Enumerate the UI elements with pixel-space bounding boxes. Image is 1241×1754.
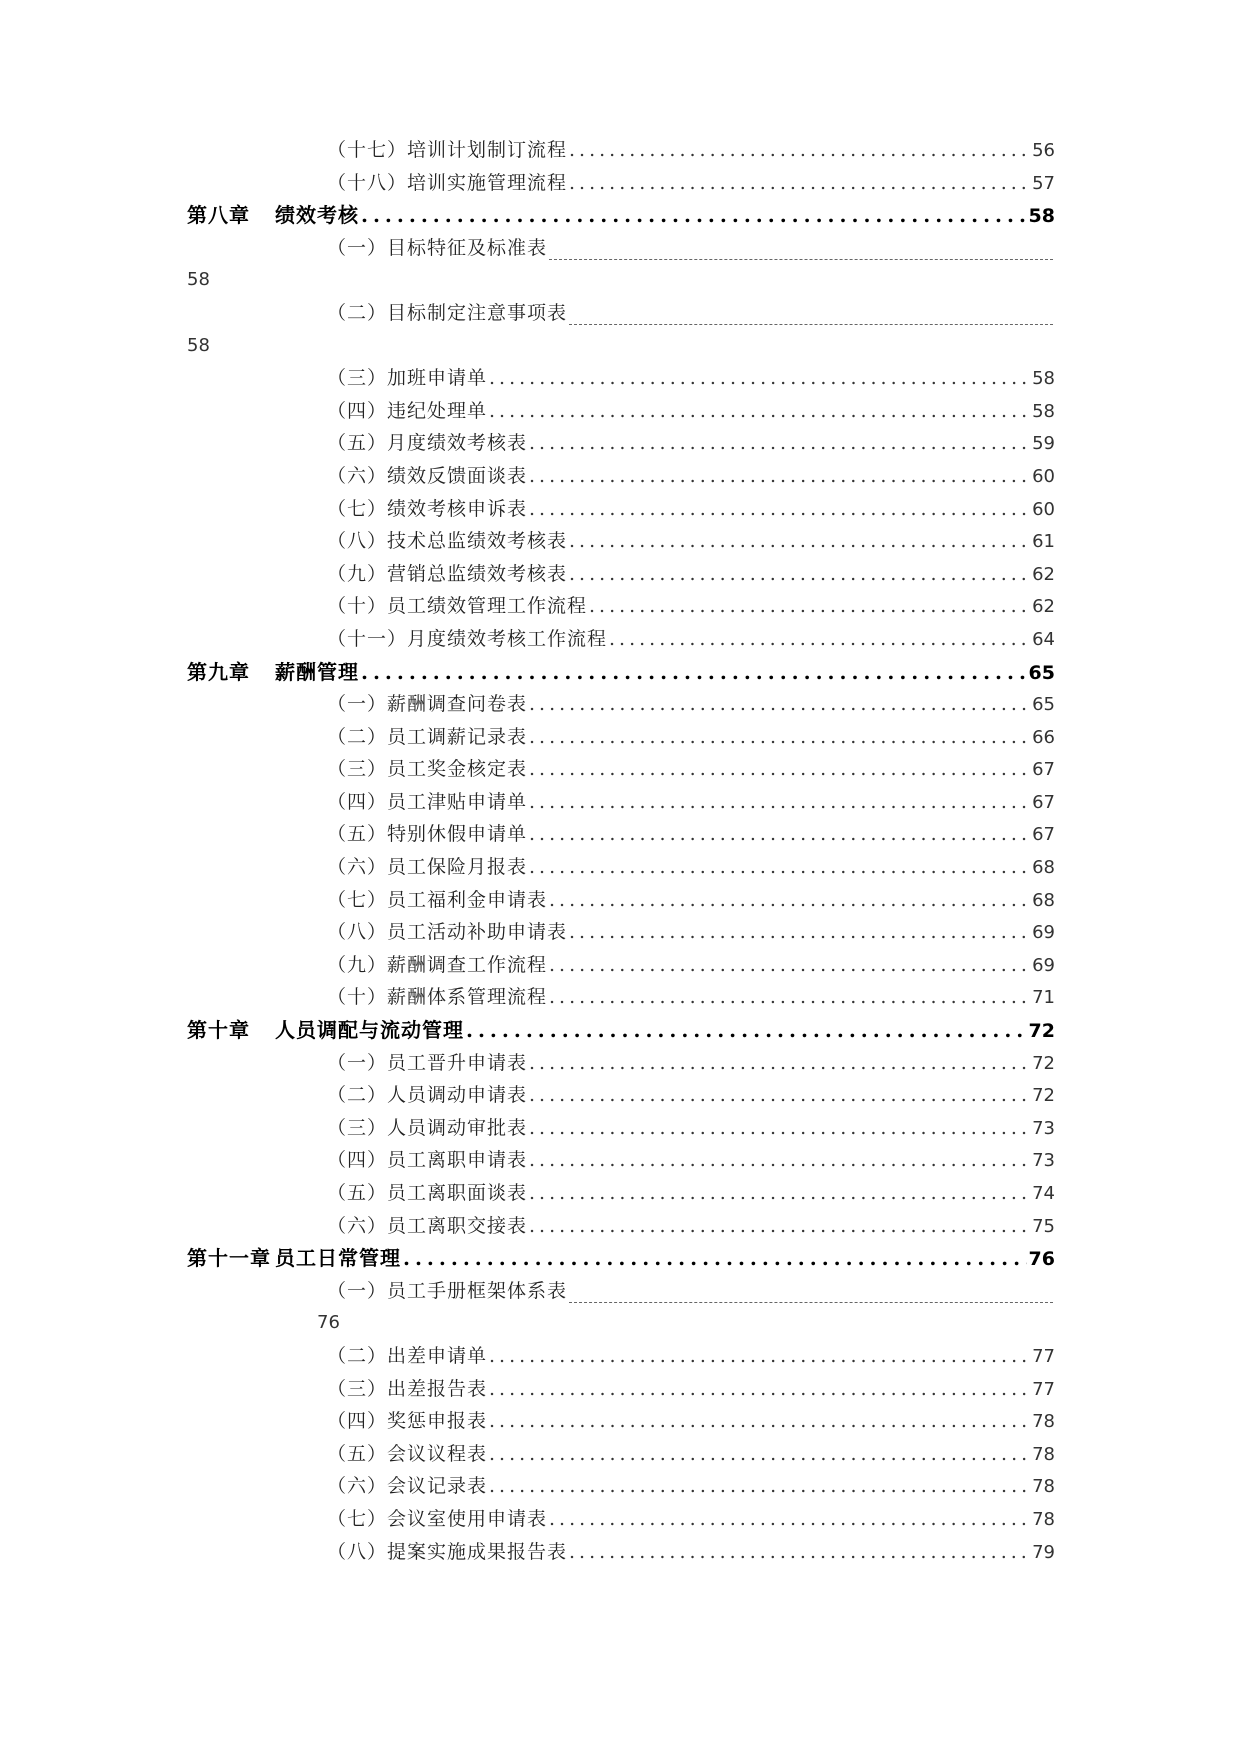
chapter-label (187, 1014, 464, 1047)
toc-entry[interactable] (0, 427, 1241, 460)
toc-entry[interactable] (0, 1536, 1241, 1569)
entry-title: （十）员工绩效管理工作流程 (327, 595, 588, 618)
chapter-number: 第十一章 (187, 1246, 271, 1271)
entry-title: （四）奖惩申报表 (327, 1410, 488, 1433)
toc-entry[interactable] (0, 558, 1241, 591)
dot-leader (549, 884, 1030, 917)
entry-title: （五）特别休假申请单 (327, 823, 528, 846)
entry-title: （十七）培训计划制订流程 (327, 139, 568, 161)
toc-entry[interactable] (0, 493, 1241, 526)
page-number: 73 (1032, 1117, 1055, 1139)
toc-entry[interactable] (0, 851, 1241, 884)
page-number: 77 (1032, 1345, 1055, 1367)
page-number: 68 (1032, 857, 1055, 879)
page-number: 72 (1032, 1052, 1055, 1074)
entry-title: （四）员工津贴申请单 (327, 790, 528, 813)
entry-title: （八）技术总监绩效考核表 (327, 530, 568, 553)
page-number: 65 (1032, 694, 1055, 716)
toc-entry[interactable] (0, 721, 1241, 754)
dot-leader (529, 427, 1030, 460)
page-number: 69 (1032, 922, 1055, 944)
entry-title: （三）员工奖金核定表 (327, 758, 528, 781)
page-number: 60 (1032, 465, 1055, 487)
page-number: 67 (1032, 759, 1055, 781)
toc-entry[interactable] (0, 1144, 1241, 1177)
dot-leader (529, 818, 1030, 851)
entry-title: （二）人员调动申请表 (327, 1084, 528, 1107)
page-number: 78 (1032, 1411, 1055, 1433)
toc-entry[interactable] (0, 525, 1241, 558)
toc-chapter-heading[interactable] (0, 199, 1241, 232)
entry-title: （二）员工调薪记录表 (327, 725, 528, 748)
entry-title: （四）违纪处理单 (327, 399, 488, 422)
dot-leader (529, 688, 1030, 721)
toc-entry[interactable] (0, 1470, 1241, 1503)
toc-entry[interactable] (0, 1112, 1241, 1145)
toc-entry[interactable] (0, 916, 1241, 949)
toc-entry-page-continuation (0, 330, 1241, 363)
page-number: 56 (1032, 140, 1055, 161)
dot-leader (609, 623, 1030, 656)
toc-entry[interactable] (0, 395, 1241, 428)
toc-entry[interactable] (0, 362, 1241, 395)
entry-title: （二）出差申请单 (327, 1344, 488, 1367)
toc-entry[interactable] (0, 884, 1241, 917)
toc-entry[interactable] (0, 232, 1241, 265)
entry-title: （一）薪酬调查问卷表 (327, 693, 528, 716)
page-number: 76 (317, 1312, 340, 1334)
entry-title: （六）员工离职交接表 (327, 1214, 528, 1237)
entry-title: （十一）月度绩效考核工作流程 (327, 627, 608, 650)
entry-title: （七）会议室使用申请表 (327, 1507, 548, 1530)
page-number: 78 (1032, 1508, 1055, 1530)
dot-leader (489, 1340, 1030, 1373)
dot-leader (466, 1014, 1027, 1047)
dot-leader (489, 1373, 1030, 1406)
page-number: 65 (1028, 661, 1055, 684)
chapter-label (187, 1242, 401, 1275)
dot-leader (529, 1177, 1030, 1210)
page-number: 64 (1032, 628, 1055, 650)
page-number: 58 (187, 269, 210, 291)
page-number: 75 (1032, 1215, 1055, 1237)
entry-title: （六）员工保险月报表 (327, 856, 528, 879)
toc-entry[interactable] (0, 167, 1241, 200)
entry-title: （一）目标特征及标准表 (327, 236, 548, 259)
page-number: 72 (1028, 1020, 1055, 1043)
toc-entry[interactable] (0, 818, 1241, 851)
chapter-title: 员工日常管理 (275, 1246, 401, 1271)
page-number: 68 (1032, 889, 1055, 911)
entry-title: （五）会议议程表 (327, 1442, 488, 1465)
toc-entry-page-continuation (0, 264, 1241, 297)
chapter-label (187, 656, 359, 689)
dot-leader (489, 362, 1030, 395)
page-number: 79 (1032, 1541, 1055, 1563)
toc-chapter-heading[interactable] (0, 656, 1241, 689)
toc-entry[interactable] (0, 134, 1241, 167)
page-number: 69 (1032, 954, 1055, 976)
page-number: 73 (1032, 1150, 1055, 1172)
dot-leader (361, 656, 1027, 689)
dash-leader (569, 310, 1053, 325)
chapter-number: 第十章 (187, 1018, 250, 1043)
chapter-label (187, 199, 359, 232)
entry-title: （三）加班申请单 (327, 367, 488, 390)
toc-entry[interactable] (0, 786, 1241, 819)
toc-entry[interactable] (0, 297, 1241, 330)
entry-title: （七）员工福利金申请表 (327, 888, 548, 911)
page-number: 78 (1032, 1443, 1055, 1465)
dash-leader (569, 1288, 1053, 1303)
toc-entry[interactable] (0, 1079, 1241, 1112)
entry-title: （十）薪酬体系管理流程 (327, 986, 548, 1009)
entry-title: （六）绩效反馈面谈表 (327, 464, 528, 487)
dot-leader (569, 1536, 1030, 1569)
dot-leader (529, 1112, 1030, 1145)
entry-title: （一）员工手册框架体系表 (327, 1279, 568, 1302)
dot-leader (549, 981, 1030, 1014)
dot-leader (529, 851, 1030, 884)
entry-title: （五）员工离职面谈表 (327, 1182, 528, 1204)
dot-leader (489, 1405, 1030, 1438)
page-number: 58 (1028, 205, 1055, 228)
entry-title: （九）营销总监绩效考核表 (327, 562, 568, 585)
toc-entry[interactable] (0, 1438, 1241, 1471)
page-number: 76 (1028, 1248, 1055, 1271)
page-number: 74 (1032, 1183, 1055, 1204)
entry-title: （十八）培训实施管理流程 (327, 171, 568, 194)
dot-leader (403, 1242, 1027, 1275)
dot-leader (529, 460, 1030, 493)
toc-entry[interactable] (0, 1275, 1241, 1308)
entry-title: （七）绩效考核申诉表 (327, 497, 528, 520)
toc-entry[interactable] (0, 1210, 1241, 1243)
dot-leader (569, 558, 1030, 591)
page-number: 72 (1032, 1085, 1055, 1107)
entry-title: （一）员工晋升申请表 (327, 1051, 528, 1074)
toc-entry[interactable] (0, 590, 1241, 623)
page-number: 67 (1032, 791, 1055, 813)
dot-leader (589, 590, 1030, 623)
chapter-number: 第九章 (187, 659, 250, 684)
chapter-number: 第八章 (187, 203, 250, 228)
toc-entry[interactable] (0, 1373, 1241, 1406)
page-number: 58 (187, 334, 210, 356)
chapter-title: 绩效考核 (275, 203, 359, 228)
dot-leader (529, 753, 1030, 786)
dot-leader (529, 1047, 1030, 1080)
dot-leader (569, 134, 1030, 167)
dot-leader (489, 395, 1030, 428)
toc-entry-page-continuation (0, 1307, 1241, 1340)
entry-title: （六）会议记录表 (327, 1475, 488, 1498)
dot-leader (529, 1210, 1030, 1243)
dot-leader (569, 916, 1030, 949)
table-of-contents (0, 134, 1241, 1568)
entry-title: （四）员工离职申请表 (327, 1149, 528, 1172)
toc-entry[interactable] (0, 949, 1241, 982)
toc-entry[interactable] (0, 1405, 1241, 1438)
toc-entry[interactable] (0, 1177, 1241, 1210)
page-number: 59 (1032, 433, 1055, 455)
page-number: 60 (1032, 498, 1055, 520)
page-number: 61 (1032, 531, 1055, 553)
page-number: 78 (1032, 1476, 1055, 1498)
dot-leader (489, 1438, 1030, 1471)
entry-title: （九）薪酬调查工作流程 (327, 953, 548, 976)
chapter-title: 薪酬管理 (275, 659, 359, 684)
dot-leader (529, 1079, 1030, 1112)
entry-title: （五）月度绩效考核表 (327, 432, 528, 455)
toc-entry[interactable] (0, 981, 1241, 1014)
toc-chapter-heading[interactable] (0, 1242, 1241, 1275)
dot-leader (569, 167, 1030, 200)
dot-leader (549, 949, 1030, 982)
entry-title: （三）出差报告表 (327, 1377, 488, 1400)
toc-entry[interactable] (0, 460, 1241, 493)
toc-entry[interactable] (0, 688, 1241, 721)
dot-leader (529, 721, 1030, 754)
entry-title: （八）提案实施成果报告表 (327, 1540, 568, 1563)
page-number: 58 (1032, 368, 1055, 390)
dash-leader (549, 245, 1053, 260)
chapter-title: 人员调配与流动管理 (275, 1018, 464, 1043)
toc-entry[interactable] (0, 623, 1241, 656)
toc-chapter-heading[interactable] (0, 1014, 1241, 1047)
dot-leader (549, 1503, 1030, 1536)
page-number: 62 (1032, 563, 1055, 585)
page-number: 71 (1032, 987, 1055, 1009)
dot-leader (569, 525, 1030, 558)
page-number: 57 (1032, 172, 1055, 194)
toc-entry[interactable] (0, 1340, 1241, 1373)
toc-entry[interactable] (0, 1047, 1241, 1080)
page-number: 66 (1032, 726, 1055, 748)
dot-leader (489, 1470, 1030, 1503)
dot-leader (529, 493, 1030, 526)
entry-title: （八）员工活动补助申请表 (327, 921, 568, 944)
page-number: 58 (1032, 400, 1055, 422)
toc-entry[interactable] (0, 1503, 1241, 1536)
dot-leader (529, 786, 1030, 819)
dot-leader (529, 1144, 1030, 1177)
entry-title: （三）人员调动审批表 (327, 1116, 528, 1139)
dot-leader (361, 199, 1027, 232)
page-number: 77 (1032, 1378, 1055, 1400)
toc-entry[interactable] (0, 753, 1241, 786)
entry-title: （二）目标制定注意事项表 (327, 301, 568, 324)
page-number: 62 (1032, 596, 1055, 618)
page-number: 67 (1032, 824, 1055, 846)
